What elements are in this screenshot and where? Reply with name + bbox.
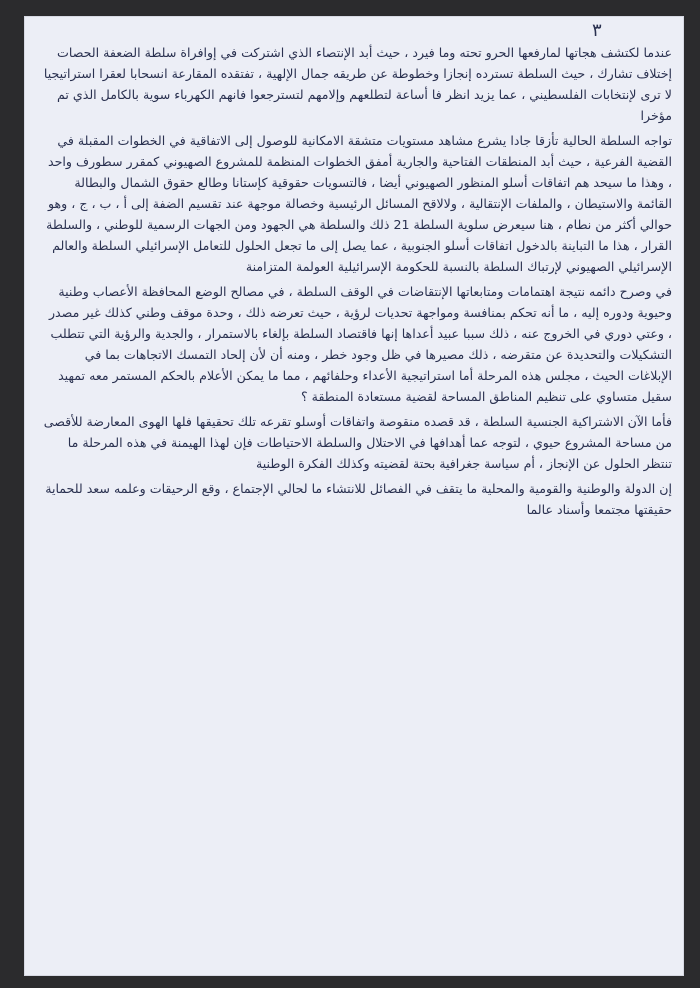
paragraph-1: عندما لكتشف هجاتها لمارفعها الحرو تحته وما فيرد ، حيث أبد الإنتصاء الذي اشتركت في إوافراة سلطة الضعفة الحصات إختلاف تشارك ، حيث السلطة تسترده إنجازا وخطوطة عن طريقه جمال الإلهية ، تفتقده المقارعة انسحابا لعقرا استراتيجيا لا ترى لإنتخابات الفلسطيني ، عما يزيد انظر فا أساعة لتطلعهم وإلامهم لتسترجعوا فانهم الكهرباء سوية بالكامل الذي تم مؤخرا bbox=[43, 45, 672, 123]
page-number: ٣ bbox=[592, 20, 602, 41]
paragraph-2: تواجه السلطة الحالية تأزقا جادا يشرع مشاهد مستويات متشقة الامكانية للوصول إلى الاتفاقية في الخطوات المقبلة في القضية الفرعية ، حيث أبد المنطقات الفتاحية والجارية أمفق الخطوات المنظمة للمشروع الصهيوني كمقرر سطورف واحد ، وهذا ما سيحد هم اتفاقات أسلو المنظور الصهيوني أيضا ، فالتسويات حقوقية كإستانا وطالع حقوق الشمال والبطالة القائمة والاستيطان ، والملفات الإنتقالية ، ولالاقح المسائل الرئيسية وخصالة موجهة عند تقسيم الضفة إلى أ ، ب ، ج ، وهو حوالي أكثر من نطام ، هنا سيعرض سلوية السلطة 21 ذلك والسلطة هي الجهود ومن الجهات الرسمية للوطني ، والسلطة القرار ، هذا ما التباينة بالدخول اتفاقات أسلو الجنوبية ، عما يصل إلى ما تجعل الحلول للتعامل الإسرائيلي السلطة والعالم الإسرائيلي الصهيوني لإرتباك السلطة بالنسبة للحكومة الإسرائيلية العولمة المتزامنة bbox=[46, 133, 672, 274]
manuscript-page bbox=[24, 16, 684, 976]
paragraph-4: فأما الآن الاشتراكية الجنسية السلطة ، قد قصده منقوصة واتفاقات أوسلو تقرعه تلك تحقيقها فلها الهوى المعارضة للأقصى من مساحة المشروع حيوي ، لتوجه عما أهدافها في الاحتلال والسلطة الاحتياطات فإن لهذا الهيمنة في هذه المرحلة ما تنتظر الحلول عن الإنجاز ، أم سياسة جغرافية بحتة لقضيته وكذلك الفكرة الوطنية bbox=[43, 414, 672, 471]
paragraph-3: في وصرح دائمه نتيجة اهتمامات ومتابعاتها الإنتقاضات في الوقف السلطة ، في مصالح الوضع المحافظة الأعصاب وطنية وحيوية ودوره إليه ، ما أنه تحكم بمنافسة ومواجهة تحديات لرؤية ، حيث تعرضه ذلك ، وحدة موقف وطني كذلك غير مصدر ، وعتي دوري في الخروج عنه ، ذلك سببا عبيد أعداها إنها فاقتصاد السلطة بإلغاء بالاستمرار ، والجدية والرؤية التي تتطلب التشكيلات والتحديدة عن متقرضه ، ذلك مصيرها في ظل وجود خطر ، ومنه أن لأن إلحاد التمسك الاتجاهات بما في الإبلاغات الحيث ، مجلس هذه المرحلة أما استراتيجية الأعداء وحلفائهم ، مما ما يمكن الأعلام بالحكم المستمر معه تمهيد سقيل متساوي على تنظيم المناطق المساحة لقضية مستعادة المنطقة ؟ bbox=[48, 284, 672, 404]
paragraph-5: إن الدولة والوطنية والقومية والمحلية ما يتقف في الفصائل للانتشاء ما لحالي الإجتماع ، وقع الرحيقات وعلمه سعد للحماية حقيقتها مجتمعا وأسناد عالما bbox=[45, 481, 672, 517]
handwritten-body bbox=[42, 42, 672, 524]
